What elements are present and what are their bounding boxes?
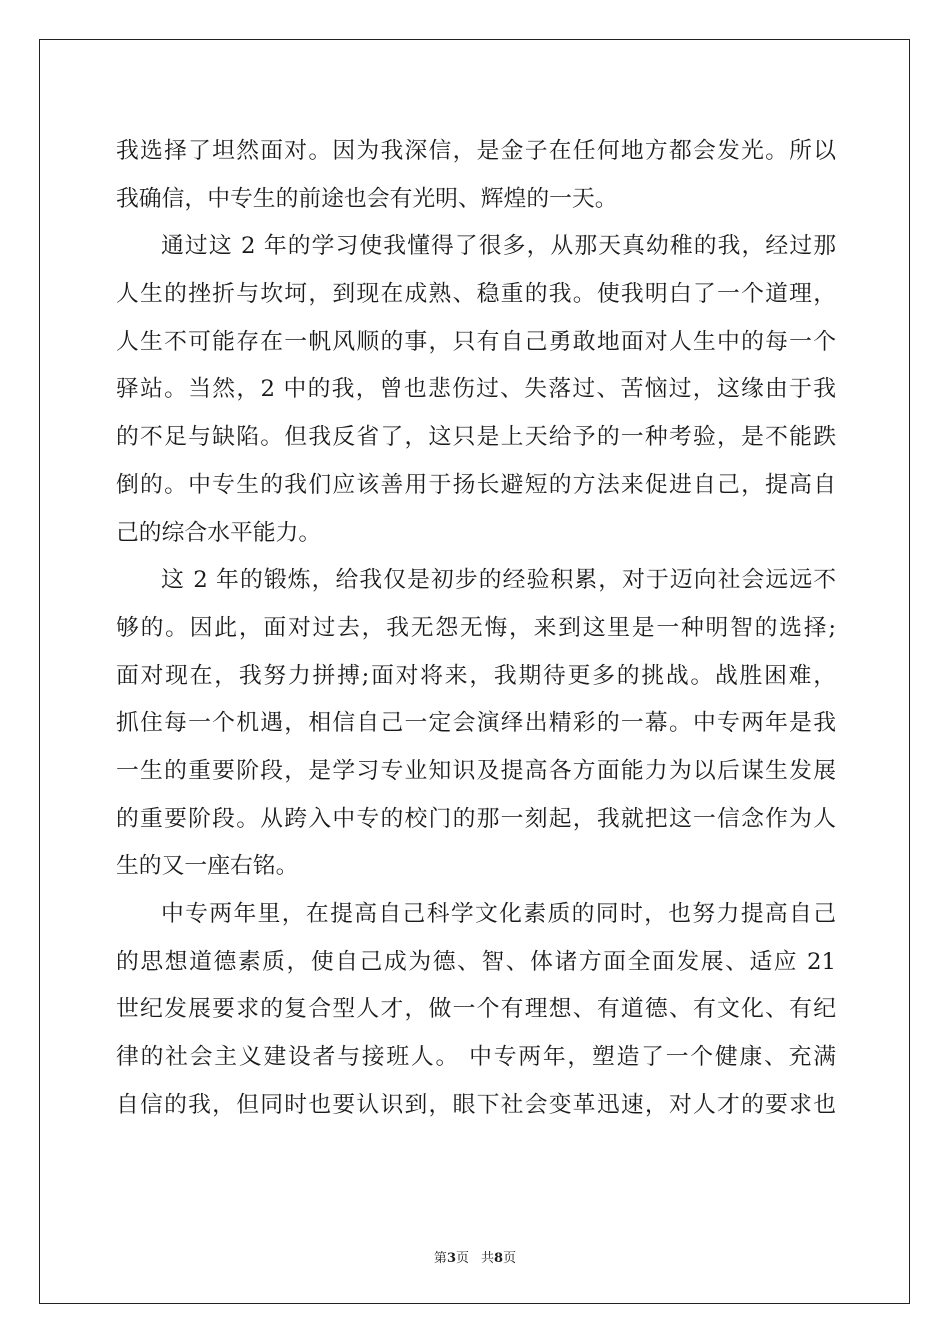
total-label-suffix: 页 bbox=[503, 1251, 517, 1266]
page-label-suffix: 页 bbox=[455, 1251, 469, 1266]
total-pages: 8 bbox=[494, 1251, 504, 1266]
text-line: 中专两年里，在提高自己科学文化素质的同时，也努力提高自己 bbox=[161, 901, 836, 927]
text-line: 我选择了坦然面对。因为我深信，是金子在任何地方都会发光。所以 bbox=[116, 138, 836, 164]
total-label-prefix: 共 bbox=[481, 1251, 495, 1266]
text-line: 通过这 2 年的学习使我懂得了很多，从那天真幼稚的我，经过那 bbox=[161, 233, 836, 260]
page-number: 3 bbox=[446, 1251, 456, 1266]
text-line: 己的综合水平能力。 bbox=[116, 519, 322, 546]
text-line: 律的社会主义建设者与接班人。 中专两年，塑造了一个健康、充满 bbox=[116, 1044, 836, 1071]
page-footer bbox=[0, 1247, 950, 1266]
text-line: 世纪发展要求的复合型人才，做一个有理想、有道德、有文化、有纪 bbox=[116, 996, 836, 1023]
page-label-prefix: 第 bbox=[433, 1251, 447, 1266]
text-line: 倒的。中专生的我们应该善用于扬长避短的方法来促进自己，提高自 bbox=[116, 471, 836, 498]
text-line: 面对现在，我努力拼搏;面对将来，我期待更多的挑战。战胜困难， bbox=[116, 662, 836, 689]
text-line: 的重要阶段。从跨入中专的校门的那一刻起，我就把这一信念作为人 bbox=[116, 805, 836, 832]
text-line: 生的又一座右铭。 bbox=[116, 853, 299, 880]
text-line: 驿站。当然，2 中的我，曾也悲伤过、失落过、苦恼过，这缘由于我 bbox=[116, 376, 836, 403]
text-line: 够的。因此，面对过去，我无怨无悔，来到这里是一种明智的选择; bbox=[116, 614, 836, 641]
text-line: 我确信，中专生的前途也会有光明、辉煌的一天。 bbox=[116, 185, 618, 212]
text-line: 这 2 年的锻炼，给我仅是初步的经验积累，对于迈向社会远远不 bbox=[161, 567, 836, 594]
text-line: 的思想道德素质，使自己成为德、智、体诸方面全面发展、适应 21 bbox=[116, 948, 836, 975]
text-line: 抓住每一个机遇，相信自己一定会演绎出精彩的一幕。中专两年是我 bbox=[116, 710, 836, 737]
text-line: 人生的挫折与坎坷，到现在成熟、稳重的我。使我明白了一个道理， bbox=[116, 281, 836, 308]
text-line: 人生不可能存在一帆风顺的事，只有自己勇敢地面对人生中的每一个 bbox=[116, 328, 836, 355]
text-line: 一生的重要阶段，是学习专业知识及提高各方面能力为以后谋生发展 bbox=[116, 757, 836, 784]
document-body bbox=[116, 128, 836, 1129]
text-line: 的不足与缺陷。但我反省了，这只是上天给予的一种考验，是不能跌 bbox=[116, 424, 836, 451]
text-line: 自信的我，但同时也要认识到，眼下社会变革迅速，对人才的要求也 bbox=[116, 1091, 836, 1118]
